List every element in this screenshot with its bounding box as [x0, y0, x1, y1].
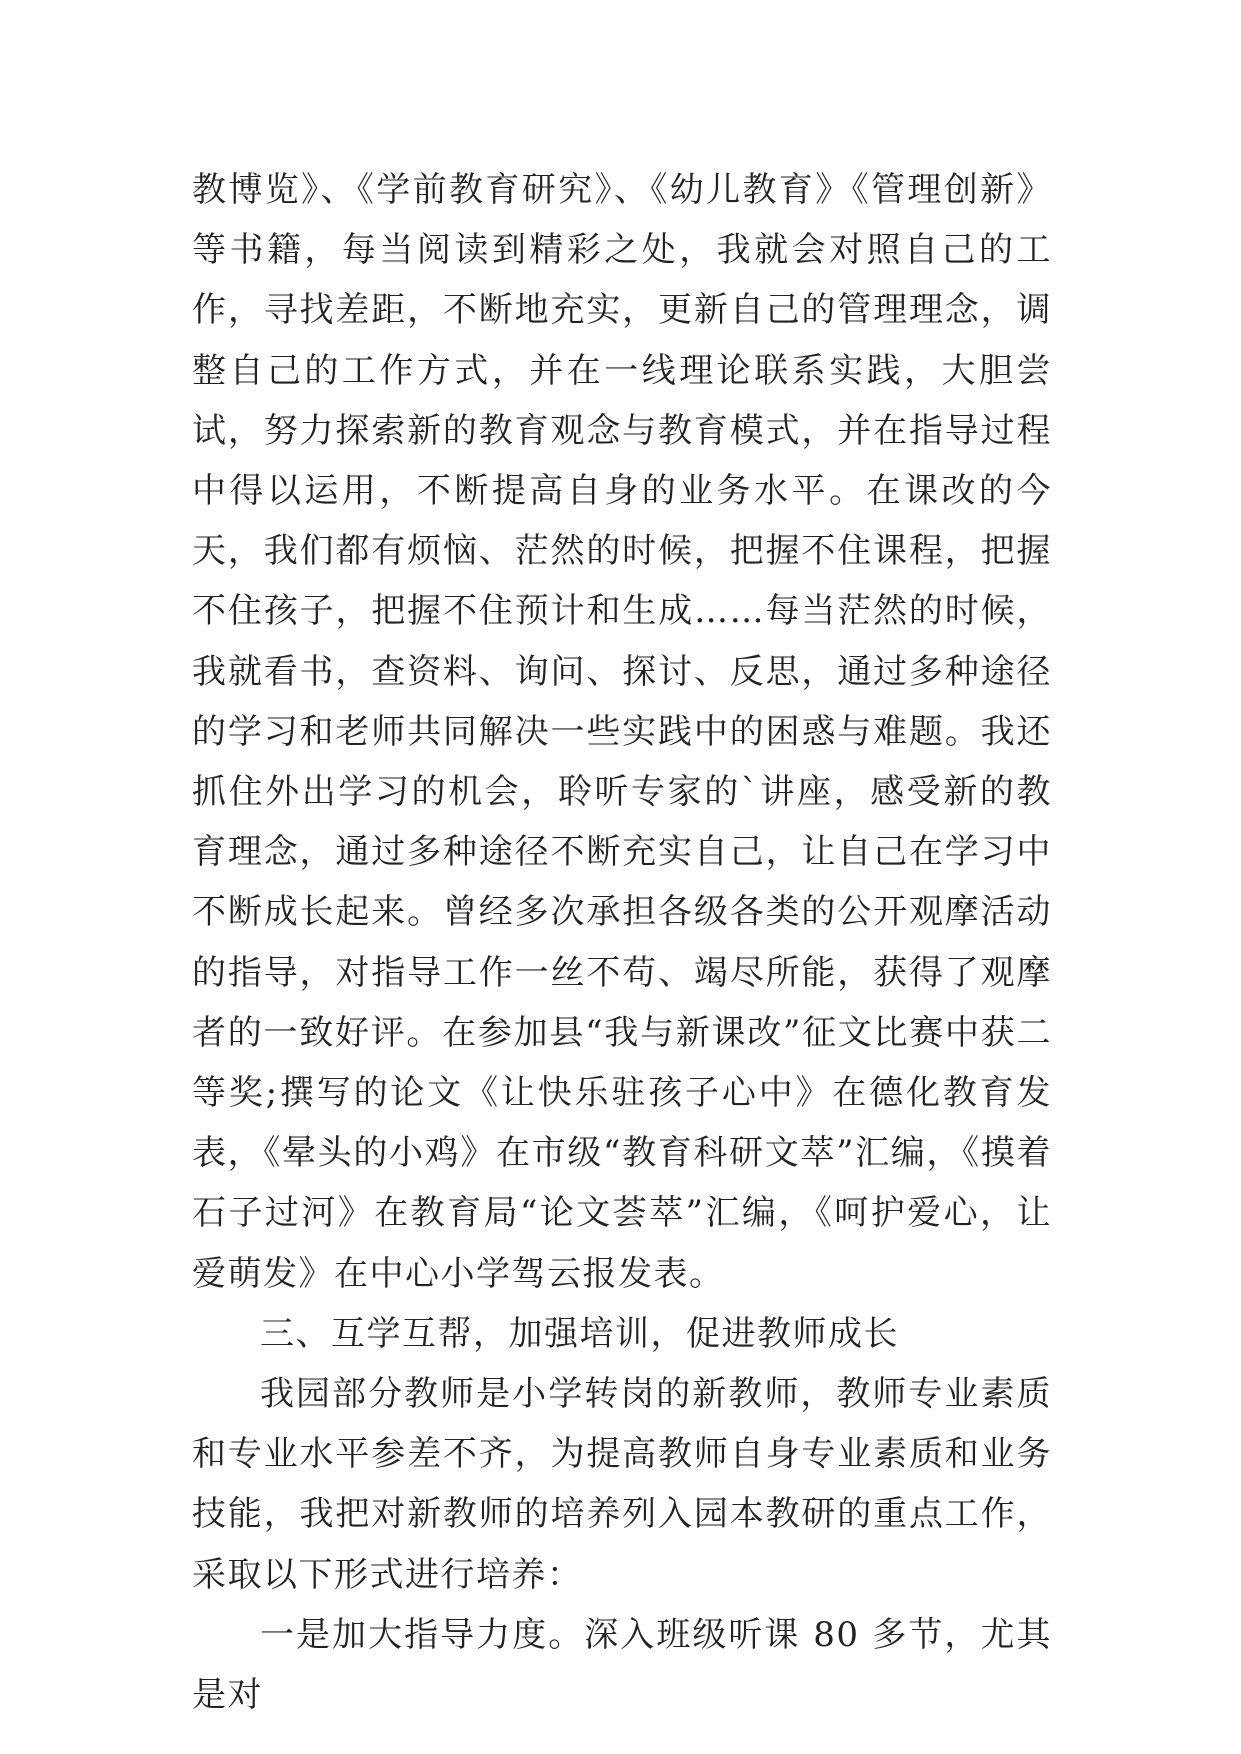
- paragraph-teacher-training: 我园部分教师是小学转岗的新教师，教师专业素质和专业水平参差不齐，为提高教师自身专业素质和业务技能，我把对新教师的培养列入园本教研的重点工作，采取以下形式进行培养：: [192, 1374, 1052, 1595]
- paragraph-continuation: 教博览》、《学前教育研究》、《幼儿教育》《管理创新》等书籍，每当阅读到精彩之处，我就会对照自己的工作，寻找差距，不断地充实，更新自己的管理理念，调整自己的工作方式，并在一线理论联系实践，大胆尝试，努力探索新的教育观念与教育模式，并在指导过程中得以运用，不断提高自身的业务水平。在课改的今天，我们都有烦恼、茫然的时候，把握不住课程，把握不住孩子，把握不住预计和生成……每当茫然的时候，我就看书，查资料、询问、探讨、反思，通过多种途径的学习和老师共同解决一些实践中的困惑与难题。我还抓住外出学习的机会，聆听专家的`讲座，感受新的教育理念，通过多种途径不断充实自己，让自己在学习中不断成长起来。曾经多次承担各级各类的公开观摩活动的指导，对指导工作一丝不苟、竭尽所能，获得了观摩者的一致好评。在参加县“我与新课改”征文比赛中获二等奖;撰写的论文《让快乐驻孩子心中》在德化教育发表，《晕头的小鸡》在市级“教育科研文萃”汇编，《摸着石子过河》在教育局“论文荟萃”汇编，《呵护爱心，让爱萌发》在中心小学驾云报发表。: [192, 170, 1052, 1294]
- document-body: [192, 160, 1052, 1725]
- paragraph-guidance: 一是加大指导力度。深入班级听课 80 多节，尤其是对: [192, 1614, 1052, 1716]
- section-heading: 三、互学互帮，加强培训，促进教师成长: [260, 1313, 899, 1354]
